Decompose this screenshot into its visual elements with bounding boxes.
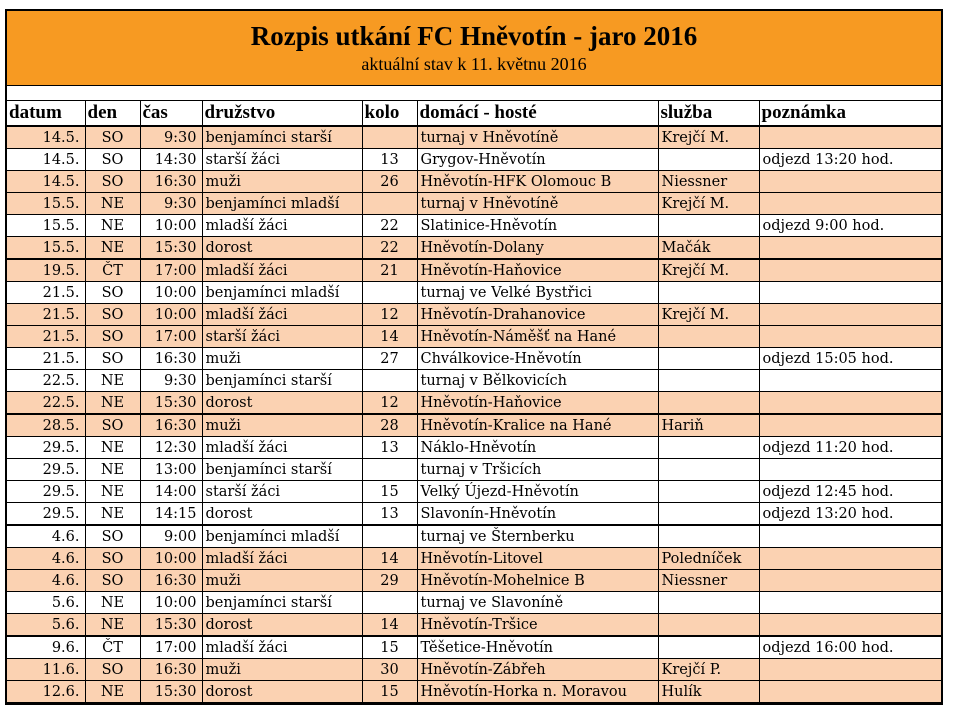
cell-match: turnaj ve Velké Bystřici (417, 282, 658, 304)
cell-den: SO (85, 570, 140, 592)
cell-cas: 14:00 (140, 481, 202, 503)
table-row (7, 503, 941, 526)
table-row (7, 659, 941, 681)
cell-poznamka: odjezd 13:20 hod. (759, 149, 941, 171)
cell-match: Hněvotín-Haňovice (417, 259, 658, 282)
cell-cas: 16:30 (140, 348, 202, 370)
cell-cas: 10:00 (140, 548, 202, 570)
table-row (7, 525, 941, 548)
cell-druzstvo: dorost (202, 237, 362, 260)
cell-poznamka: odjezd 12:45 hod. (759, 481, 941, 503)
cell-druzstvo: mladší žáci (202, 437, 362, 459)
cell-poznamka: odjezd 11:20 hod. (759, 437, 941, 459)
cell-cas: 17:00 (140, 326, 202, 348)
cell-match: Hněvotín-Haňovice (417, 392, 658, 415)
cell-druzstvo: benjamínci starší (202, 126, 362, 149)
table-row (7, 370, 941, 392)
cell-cas: 9:30 (140, 370, 202, 392)
cell-den: NE (85, 237, 140, 260)
table-row (7, 193, 941, 215)
cell-den: NE (85, 503, 140, 526)
cell-poznamka: odjezd 15:05 hod. (759, 348, 941, 370)
cell-sluzba (658, 149, 759, 171)
cell-poznamka (759, 171, 941, 193)
cell-poznamka (759, 548, 941, 570)
cell-sluzba: Krejčí M. (658, 304, 759, 326)
cell-den: NE (85, 215, 140, 237)
cell-cas: 17:00 (140, 259, 202, 282)
cell-sluzba: Poledníček (658, 548, 759, 570)
cell-datum: 4.6. (7, 570, 85, 592)
cell-druzstvo: mladší žáci (202, 548, 362, 570)
cell-sluzba: Krejčí P. (658, 659, 759, 681)
cell-sluzba: Niessner (658, 570, 759, 592)
cell-kolo: 27 (362, 348, 417, 370)
table-row (7, 481, 941, 503)
cell-kolo: 21 (362, 259, 417, 282)
table-row (7, 326, 941, 348)
cell-sluzba: Hulík (658, 681, 759, 703)
cell-den: NE (85, 370, 140, 392)
cell-match: turnaj v Hněvotíně (417, 193, 658, 215)
table-row (7, 304, 941, 326)
cell-cas: 10:00 (140, 304, 202, 326)
cell-cas: 9:00 (140, 525, 202, 548)
cell-match: turnaj v Hněvotíně (417, 126, 658, 149)
cell-druzstvo: benjamínci mladší (202, 193, 362, 215)
cell-poznamka (759, 237, 941, 260)
cell-kolo: 30 (362, 659, 417, 681)
cell-druzstvo: starší žáci (202, 326, 362, 348)
cell-sluzba: Krejčí M. (658, 259, 759, 282)
cell-cas: 14:15 (140, 503, 202, 526)
cell-poznamka (759, 681, 941, 703)
cell-sluzba (658, 636, 759, 659)
cell-sluzba (658, 370, 759, 392)
cell-druzstvo: starší žáci (202, 149, 362, 171)
cell-druzstvo: mladší žáci (202, 259, 362, 282)
cell-poznamka (759, 614, 941, 637)
cell-kolo: 14 (362, 548, 417, 570)
cell-sluzba (658, 459, 759, 481)
cell-druzstvo: muži (202, 414, 362, 437)
header-row (7, 101, 941, 126)
cell-kolo: 15 (362, 481, 417, 503)
cell-datum: 29.5. (7, 437, 85, 459)
cell-kolo: 22 (362, 237, 417, 260)
cell-kolo: 12 (362, 304, 417, 326)
table-row (7, 414, 941, 437)
table-row (7, 614, 941, 637)
cell-datum: 4.6. (7, 525, 85, 548)
table-row (7, 548, 941, 570)
cell-poznamka (759, 459, 941, 481)
cell-match: Slavonín-Hněvotín (417, 503, 658, 526)
cell-sluzba: Krejčí M. (658, 193, 759, 215)
cell-datum: 22.5. (7, 392, 85, 415)
cell-match: Hněvotín-Mohelnice B (417, 570, 658, 592)
cell-den: NE (85, 437, 140, 459)
table-row (7, 215, 941, 237)
cell-sluzba (658, 326, 759, 348)
cell-datum: 4.6. (7, 548, 85, 570)
cell-druzstvo: benjamínci starší (202, 370, 362, 392)
cell-den: ČT (85, 636, 140, 659)
cell-cas: 9:30 (140, 193, 202, 215)
cell-match: Grygov-Hněvotín (417, 149, 658, 171)
cell-poznamka (759, 370, 941, 392)
cell-kolo (362, 126, 417, 149)
cell-kolo (362, 370, 417, 392)
cell-druzstvo: muži (202, 659, 362, 681)
page-subtitle: aktuální stav k 11. květnu 2016 (361, 54, 587, 74)
cell-poznamka (759, 659, 941, 681)
cell-den: NE (85, 614, 140, 637)
cell-kolo: 15 (362, 681, 417, 703)
cell-sluzba (658, 525, 759, 548)
cell-datum: 19.5. (7, 259, 85, 282)
cell-druzstvo: muži (202, 348, 362, 370)
cell-sluzba (658, 348, 759, 370)
cell-druzstvo: dorost (202, 681, 362, 703)
cell-druzstvo: mladší žáci (202, 215, 362, 237)
cell-poznamka (759, 126, 941, 149)
cell-match: turnaj ve Slavoníně (417, 592, 658, 614)
cell-datum: 15.5. (7, 237, 85, 260)
cell-druzstvo: benjamínci mladší (202, 282, 362, 304)
cell-match: Slatinice-Hněvotín (417, 215, 658, 237)
col-header-domaci-hoste: domácí - hosté (417, 101, 658, 126)
cell-cas: 10:00 (140, 282, 202, 304)
cell-sluzba: Krejčí M. (658, 126, 759, 149)
cell-kolo: 22 (362, 215, 417, 237)
cell-den: SO (85, 348, 140, 370)
cell-match: Hněvotín-Kralice na Hané (417, 414, 658, 437)
cell-kolo: 13 (362, 437, 417, 459)
cell-den: SO (85, 659, 140, 681)
cell-den: NE (85, 481, 140, 503)
table-row (7, 636, 941, 659)
cell-cas: 13:00 (140, 459, 202, 481)
col-header-druzstvo: družstvo (202, 101, 362, 126)
cell-poznamka (759, 259, 941, 282)
cell-poznamka (759, 193, 941, 215)
cell-datum: 29.5. (7, 503, 85, 526)
cell-datum: 5.6. (7, 592, 85, 614)
cell-den: ČT (85, 259, 140, 282)
cell-match: Chválkovice-Hněvotín (417, 348, 658, 370)
cell-match: Hněvotín-Náměšť na Hané (417, 326, 658, 348)
cell-match: Hněvotín-Tršice (417, 614, 658, 637)
cell-cas: 16:30 (140, 570, 202, 592)
cell-kolo (362, 459, 417, 481)
cell-poznamka: odjezd 13:20 hod. (759, 503, 941, 526)
cell-match: Hněvotín-HFK Olomouc B (417, 171, 658, 193)
cell-datum: 12.6. (7, 681, 85, 703)
cell-kolo: 15 (362, 636, 417, 659)
cell-druzstvo: starší žáci (202, 481, 362, 503)
cell-match: Hněvotín-Litovel (417, 548, 658, 570)
cell-kolo (362, 282, 417, 304)
cell-cas: 17:00 (140, 636, 202, 659)
cell-den: NE (85, 592, 140, 614)
col-header-sluzba: služba (658, 101, 759, 126)
cell-sluzba (658, 614, 759, 637)
page-title: Rozpis utkání FC Hněvotín - jaro 2016 (250, 21, 698, 51)
cell-datum: 14.5. (7, 149, 85, 171)
cell-cas: 15:30 (140, 392, 202, 415)
cell-sluzba (658, 215, 759, 237)
cell-druzstvo: dorost (202, 392, 362, 415)
cell-den: NE (85, 392, 140, 415)
cell-match: Hněvotín-Drahanovice (417, 304, 658, 326)
cell-cas: 14:30 (140, 149, 202, 171)
cell-poznamka: odjezd 16:00 hod. (759, 636, 941, 659)
cell-datum: 5.6. (7, 614, 85, 637)
cell-kolo: 29 (362, 570, 417, 592)
cell-match: turnaj v Tršicích (417, 459, 658, 481)
cell-poznamka (759, 326, 941, 348)
cell-poznamka (759, 414, 941, 437)
cell-druzstvo: dorost (202, 503, 362, 526)
cell-druzstvo: muži (202, 570, 362, 592)
col-header-den: den (85, 101, 140, 126)
cell-match: Velký Újezd-Hněvotín (417, 481, 658, 503)
cell-den: SO (85, 171, 140, 193)
table-row (7, 171, 941, 193)
cell-cas: 15:30 (140, 681, 202, 703)
cell-datum: 9.6. (7, 636, 85, 659)
cell-sluzba (658, 503, 759, 526)
table-row (7, 149, 941, 171)
table-row (7, 459, 941, 481)
cell-cas: 16:30 (140, 659, 202, 681)
cell-kolo: 13 (362, 149, 417, 171)
cell-kolo: 13 (362, 503, 417, 526)
col-header-datum: datum (7, 101, 85, 126)
table-row (7, 392, 941, 415)
title-banner (7, 11, 941, 86)
table-row (7, 282, 941, 304)
cell-den: NE (85, 681, 140, 703)
cell-den: SO (85, 548, 140, 570)
col-header-cas: čas (140, 101, 202, 126)
cell-druzstvo: benjamínci starší (202, 592, 362, 614)
cell-match: Náklo-Hněvotín (417, 437, 658, 459)
cell-den: SO (85, 282, 140, 304)
cell-den: SO (85, 525, 140, 548)
cell-sluzba (658, 282, 759, 304)
table-row (7, 126, 941, 149)
cell-poznamka (759, 304, 941, 326)
table-row (7, 259, 941, 282)
cell-datum: 15.5. (7, 215, 85, 237)
cell-kolo: 14 (362, 614, 417, 637)
table-row (7, 348, 941, 370)
table-row (7, 237, 941, 260)
cell-datum: 21.5. (7, 348, 85, 370)
cell-sluzba: Mačák (658, 237, 759, 260)
cell-datum: 14.5. (7, 171, 85, 193)
cell-cas: 10:00 (140, 215, 202, 237)
cell-cas: 9:30 (140, 126, 202, 149)
cell-match: Hněvotín-Dolany (417, 237, 658, 260)
cell-den: SO (85, 149, 140, 171)
cell-datum: 15.5. (7, 193, 85, 215)
cell-cas: 15:30 (140, 614, 202, 637)
cell-kolo: 12 (362, 392, 417, 415)
cell-den: SO (85, 414, 140, 437)
cell-druzstvo: muži (202, 171, 362, 193)
cell-poznamka (759, 592, 941, 614)
cell-cas: 10:00 (140, 592, 202, 614)
cell-sluzba: Hariň (658, 414, 759, 437)
cell-druzstvo: mladší žáci (202, 304, 362, 326)
cell-poznamka (759, 282, 941, 304)
schedule-table (7, 101, 941, 703)
cell-druzstvo: benjamínci mladší (202, 525, 362, 548)
schedule-sheet (5, 9, 943, 705)
cell-match: Těšetice-Hněvotín (417, 636, 658, 659)
cell-sluzba: Niessner (658, 171, 759, 193)
schedule-rows (7, 126, 941, 703)
cell-cas: 16:30 (140, 414, 202, 437)
cell-sluzba (658, 592, 759, 614)
cell-datum: 29.5. (7, 481, 85, 503)
col-header-kolo: kolo (362, 101, 417, 126)
cell-datum: 21.5. (7, 326, 85, 348)
cell-kolo: 14 (362, 326, 417, 348)
table-row (7, 592, 941, 614)
cell-cas: 15:30 (140, 237, 202, 260)
col-header-poznamka: poznámka (759, 101, 941, 126)
cell-kolo (362, 592, 417, 614)
cell-den: SO (85, 304, 140, 326)
cell-sluzba (658, 437, 759, 459)
spacer-row (7, 86, 941, 101)
cell-sluzba (658, 481, 759, 503)
cell-kolo: 28 (362, 414, 417, 437)
cell-den: SO (85, 326, 140, 348)
cell-den: SO (85, 126, 140, 149)
table-row (7, 570, 941, 592)
cell-match: Hněvotín-Zábřeh (417, 659, 658, 681)
cell-druzstvo: mladší žáci (202, 636, 362, 659)
cell-cas: 16:30 (140, 171, 202, 193)
cell-poznamka (759, 525, 941, 548)
cell-kolo: 26 (362, 171, 417, 193)
cell-den: NE (85, 193, 140, 215)
table-row (7, 681, 941, 703)
cell-datum: 28.5. (7, 414, 85, 437)
cell-datum: 14.5. (7, 126, 85, 149)
cell-poznamka (759, 570, 941, 592)
cell-datum: 29.5. (7, 459, 85, 481)
cell-druzstvo: dorost (202, 614, 362, 637)
cell-poznamka (759, 392, 941, 415)
cell-datum: 21.5. (7, 304, 85, 326)
cell-datum: 22.5. (7, 370, 85, 392)
cell-cas: 12:30 (140, 437, 202, 459)
cell-kolo (362, 193, 417, 215)
cell-datum: 21.5. (7, 282, 85, 304)
cell-match: turnaj ve Šternberku (417, 525, 658, 548)
cell-druzstvo: benjamínci starší (202, 459, 362, 481)
table-row (7, 437, 941, 459)
cell-den: NE (85, 459, 140, 481)
cell-datum: 11.6. (7, 659, 85, 681)
cell-kolo (362, 525, 417, 548)
cell-sluzba (658, 392, 759, 415)
cell-poznamka: odjezd 9:00 hod. (759, 215, 941, 237)
cell-match: Hněvotín-Horka n. Moravou (417, 681, 658, 703)
cell-match: turnaj v Bělkovicích (417, 370, 658, 392)
